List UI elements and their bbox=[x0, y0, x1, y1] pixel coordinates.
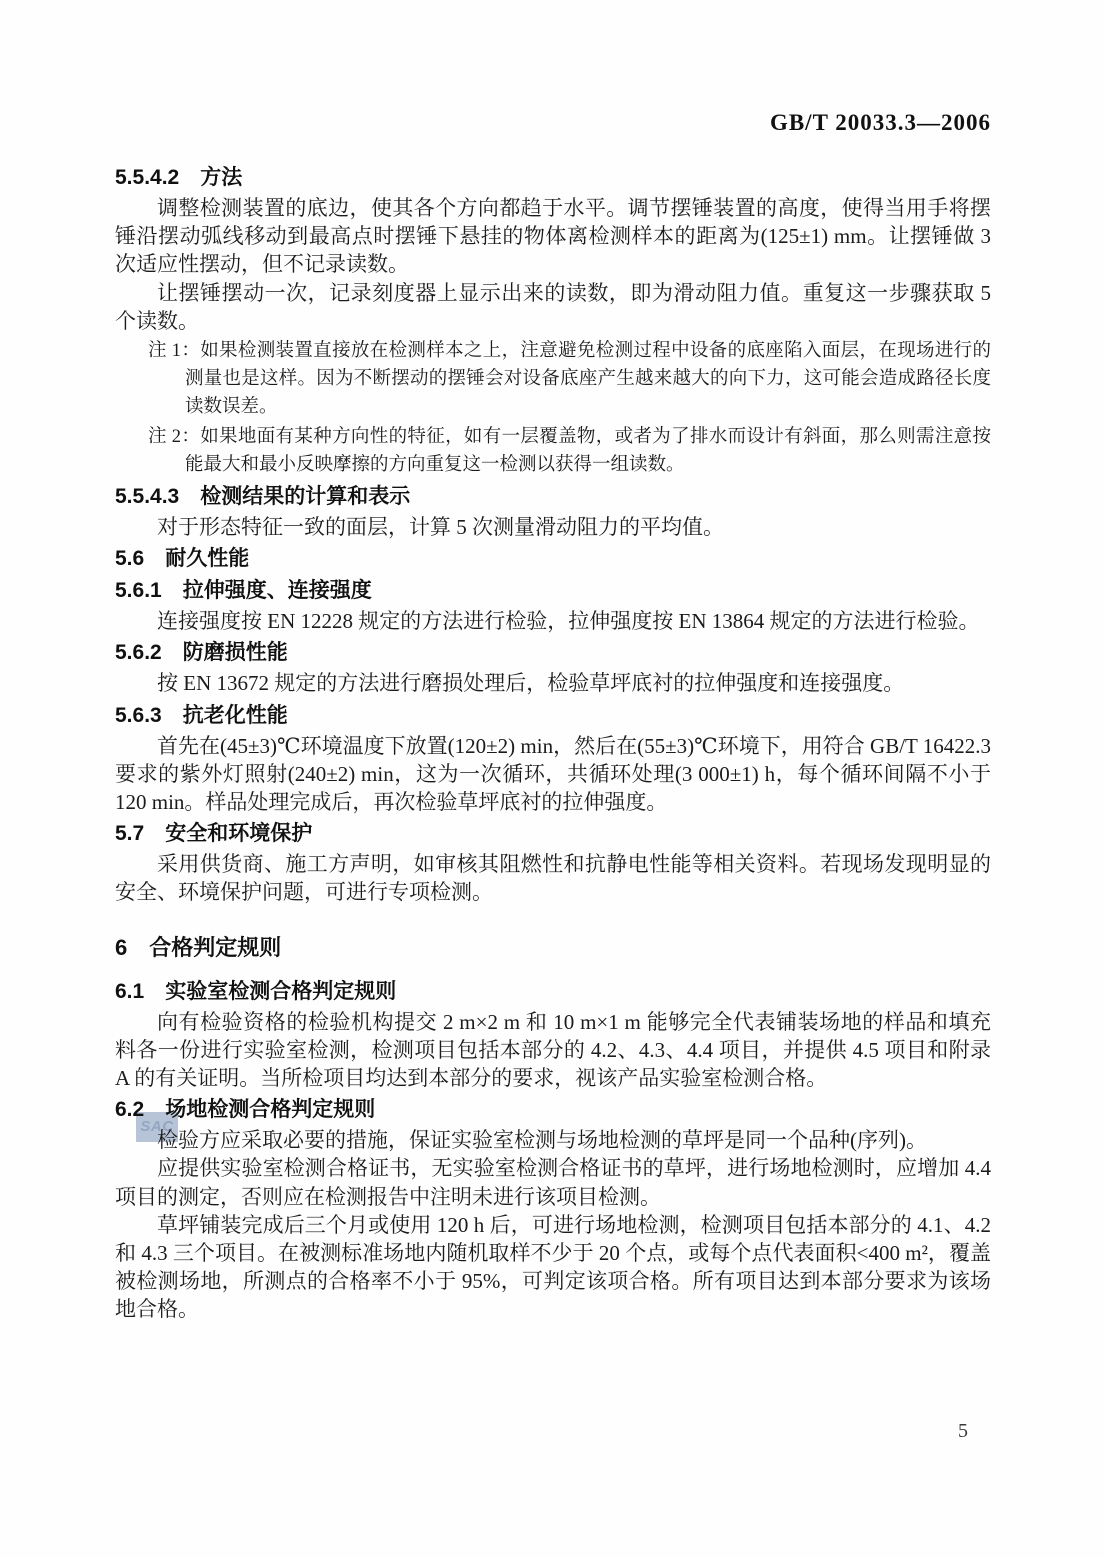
heading-5-5-4-3: 5.5.4.3 检测结果的计算和表示 bbox=[115, 485, 411, 509]
paragraph-6-2-2: 应提供实验室检测合格证书，无实验室检测合格证书的草坪，进行场地检测时，应增加 4.4 项目的测定，否则应在检测报告中注明未进行该项目检测。 bbox=[115, 1156, 991, 1209]
heading-6-2 bbox=[115, 1096, 991, 1136]
heading-5-6-3: 5.6.3 抗老化性能 bbox=[115, 703, 288, 727]
page-number: 5 bbox=[958, 1420, 968, 1442]
heading-5-6: 5.6 耐久性能 bbox=[115, 547, 250, 571]
paragraph-5-6-3-1: 首先在(45±3)℃环境温度下放置(120±2) min，然后在(55±3)℃环境下，用符合 GB/T 16422.3 要求的紫外灯照射(240±2) min，这为一次循环，共循环处理(3 000±1) h，每个循环间隔不小于 120 min。样品处理完成后，再次检验草坪底衬的拉伸强度。 bbox=[115, 733, 992, 815]
paragraph-6-2-3: 草坪铺装完成后三个月或使用 120 h 后，可进行场地检测，检测项目包括本部分的 4.1、4.2 和 4.3 三个项目。在被测标准场地内随机取样不少于 20 个点，或每个点代表面积<400 m²，覆盖被检测场地，所测点的合格率不小于 95%，可判定该项合格。所有项目达到本部分要求为该场地合格。 bbox=[115, 1212, 991, 1322]
heading-5-7: 5.7 安全和环境保护 bbox=[115, 822, 313, 846]
note-1: 注 1：如果检测装置直接放在检测样本之上，注意避免检测过程中设备的底座陷入面层，在现场进行的测量也是这样。因为不断摆动的摆锤会对设备底座产生越来越大的向下力，这可能会造成路径长度读数误差。 bbox=[148, 341, 991, 418]
note-2: 注 2：如果地面有某种方向性的特征，如有一层覆盖物，或者为了排水而设计有斜面，那么则需注意按能最大和最小反映摩擦的方向重复这一检测以获得一组读数。 bbox=[148, 427, 991, 476]
heading-5-6-2: 5.6.2 防磨损性能 bbox=[115, 641, 288, 665]
paragraph-5-6-2-1: 按 EN 13672 规定的方法进行磨损处理后，检验草坪底衬的拉伸强度和连接强度。 bbox=[157, 671, 905, 696]
paragraph-5-6-1-1: 连接强度按 EN 12228 规定的方法进行检验，拉伸强度按 EN 13864 规定的方法进行检验。 bbox=[157, 609, 980, 634]
sac-watermark-fragment: SAC bbox=[136, 1112, 178, 1142]
standard-code-header: GB/T 20033.3—2006 bbox=[769, 110, 991, 135]
heading-5-5-4-2: 5.5.4.2 方法 bbox=[115, 166, 243, 189]
paragraph-5-5-4-2-2: 让摆锤摆动一次，记录刻度器上显示出来的读数，即为滑动阻力值。重复这一步骤获取 5 个读数。 bbox=[115, 280, 991, 333]
paragraph-6-1-1: 向有检验资格的检验机构提交 2 m×2 m 和 10 m×1 m 能够完全代表铺装场地的样品和填充料各一份进行实验室检测，检测项目包括本部分的 4.2、4.3、4.4 项目，并提供 4.5 项目和附录 A 的有关证明。当所检项目均达到本部分的要求，视该产品实验室检测合格。 bbox=[115, 1009, 991, 1091]
paragraph-5-7-1: 采用供货商、施工方声明，如审核其阻燃性和抗静电性能等相关资料。若现场发现明显的安全、环境保护问题，可进行专项检测。 bbox=[115, 852, 991, 905]
page-content bbox=[115, 110, 991, 1324]
paragraph-5-5-4-2-1: 调整检测装置的底边，使其各个方向都趋于水平。调节摆锤装置的高度，使得当用手将摆锤沿摆动弧线移动到最高点时摆锤下悬挂的物体离检测样本的距离为(125±1) mm。让摆锤做 3 次适应性摆动，但不记录读数。 bbox=[115, 196, 991, 277]
heading-6: 6 合格判定规则 bbox=[115, 934, 282, 960]
paragraph-5-5-4-3-1: 对于形态特征一致的面层，计算 5 次测量滑动阻力的平均值。 bbox=[157, 515, 724, 540]
heading-6-1: 6.1 实验室检测合格判定规则 bbox=[115, 979, 397, 1003]
heading-6-2-label: 6.2 场地检测合格判定规则 bbox=[115, 1098, 376, 1122]
heading-5-6-1: 5.6.1 拉伸强度、连接强度 bbox=[115, 579, 372, 603]
paragraph-6-2-1: 检验方应采取必要的措施，保证实验室检测与场地检测的草坪是同一个品种(序列)。 bbox=[157, 1128, 927, 1153]
